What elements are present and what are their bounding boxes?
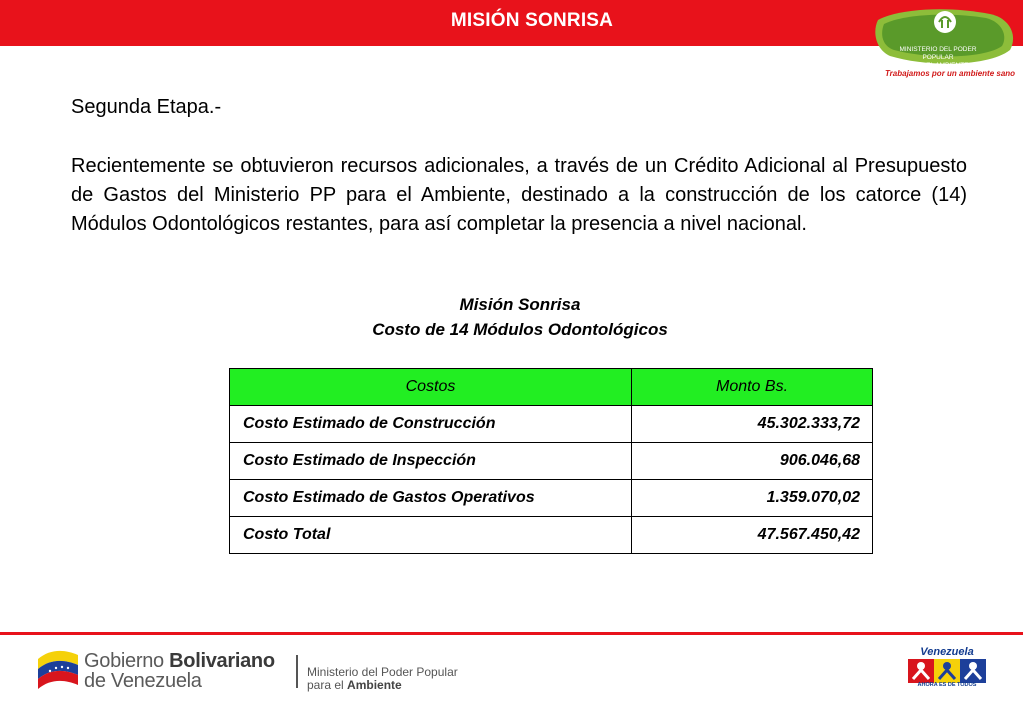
ministry-logo-line1: MINISTERIO DEL PODER POPULAR — [899, 46, 977, 61]
table-title-line2: Costo de 14 Módulos Odontológicos — [372, 320, 668, 339]
ministry-logo-text — [888, 46, 988, 70]
footer-divider — [0, 632, 1023, 635]
row-value: 45.302.333,72 — [632, 406, 873, 443]
column-header-costos: Costos — [230, 369, 632, 406]
table-row — [230, 480, 873, 517]
gobierno-word: Gobierno — [84, 650, 170, 672]
ministry-footer-line2 — [307, 678, 402, 692]
venezuela-people-icon — [908, 659, 986, 683]
venezuela-logo-title: Venezuela — [920, 646, 974, 658]
table-row — [230, 443, 873, 480]
gobierno-line2: de Venezuela — [84, 670, 202, 692]
column-header-monto: Monto Bs. — [632, 369, 873, 406]
venezuela-logo-slogan: AHORA ES DE TODOS — [917, 682, 977, 688]
para-el-text: para el — [307, 678, 348, 692]
row-label: Costo Estimado de Construcción — [230, 406, 632, 443]
row-label: Costo Total — [230, 517, 632, 554]
row-label: Costo Estimado de Gastos Operativos — [230, 480, 632, 517]
page-title: MISIÓN SONRISA — [450, 10, 614, 31]
section-subtitle: Segunda Etapa.- — [71, 96, 222, 118]
gobierno-line1 — [84, 650, 275, 672]
ambiente-word: Ambiente — [347, 678, 402, 692]
row-label: Costo Estimado de Inspección — [230, 443, 632, 480]
row-value: 47.567.450,42 — [632, 517, 873, 554]
table-row-total — [230, 517, 873, 554]
table-title-line1: Misión Sonrisa — [459, 295, 581, 314]
table-header-row — [230, 369, 873, 406]
ministry-tagline: Trabajamos por un ambiente sano — [884, 69, 1016, 78]
venezuela-flag-icon — [36, 645, 80, 691]
footer-separator — [296, 655, 298, 688]
row-value: 906.046,68 — [632, 443, 873, 480]
table-title — [0, 292, 1023, 342]
table-row — [230, 406, 873, 443]
cost-table — [229, 368, 873, 554]
row-value: 1.359.070,02 — [632, 480, 873, 517]
bolivariano-word: Bolivariano — [169, 650, 275, 672]
ministry-footer-line1: Ministerio del Poder Popular — [307, 665, 458, 679]
body-paragraph: Recientemente se obtuvieron recursos adicionales, a través de un Crédito Adicional al Presupuesto de Gastos del Ministerio PP para el Ambiente, destinado a la construcción de los catorce (14) Módulos Odontológicos restantes, para así completar la presencia a nivel nacional. — [71, 155, 967, 235]
ministry-logo-line2: PARA EL AMBIENTE — [907, 62, 969, 69]
